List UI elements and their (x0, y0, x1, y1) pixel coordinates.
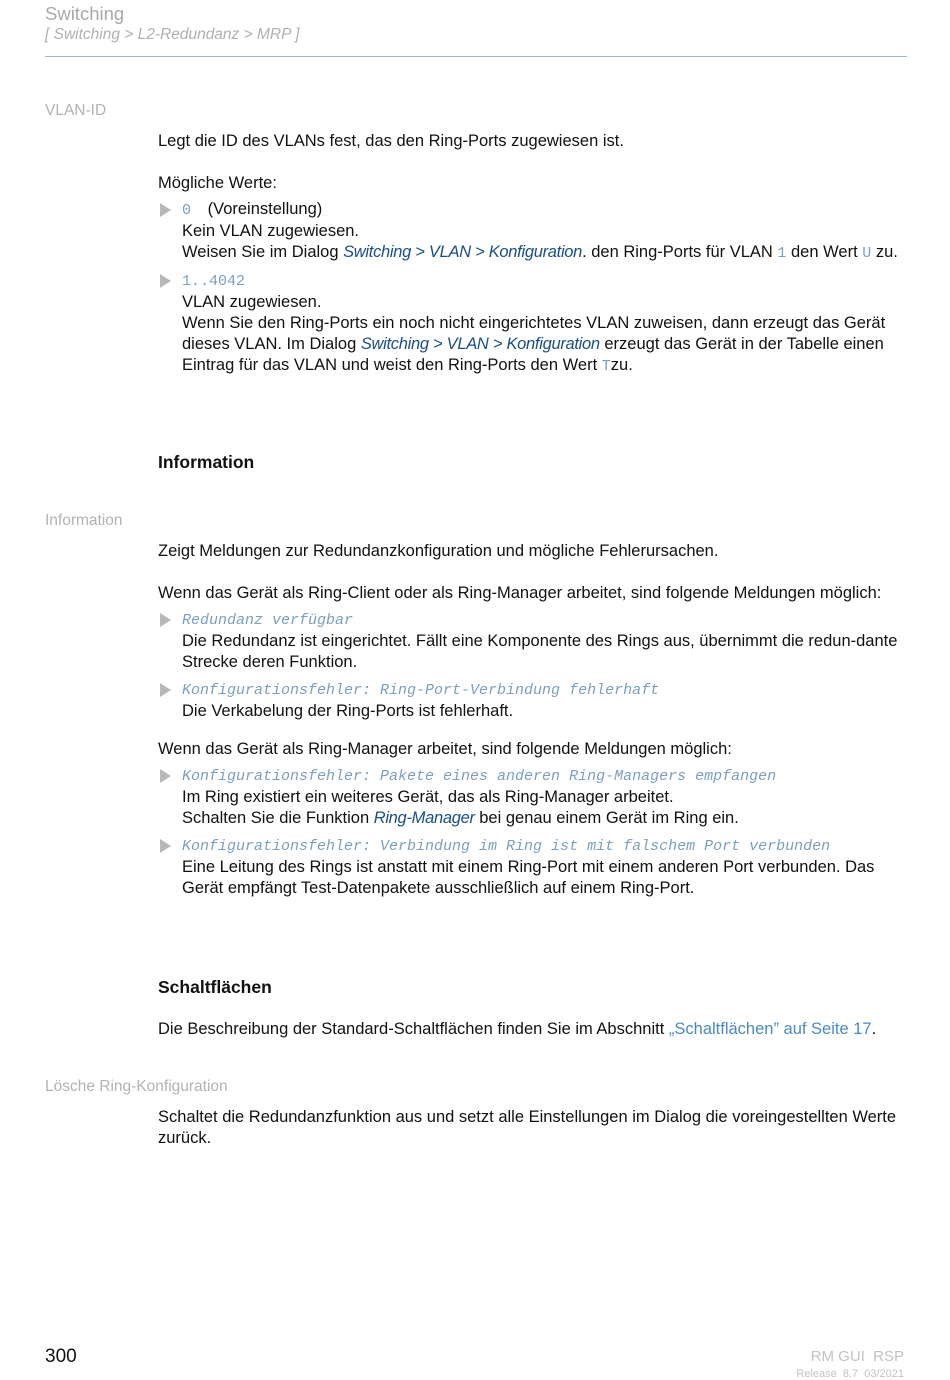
message-hint: Schalten Sie die Funktion Ring-Manager bei genau einem Gerät im Ring ein. (182, 809, 739, 827)
list-item (158, 199, 910, 264)
message-code: Konfigurationsfehler: Verbindung im Ring ist mit falschem Port verbunden (182, 838, 831, 855)
bullet-triangle-icon (160, 683, 171, 697)
client-messages-list (158, 609, 910, 722)
message-text: Die Redundanz ist eingerichtet. Fällt eine Komponente des Rings aus, übernimmt die redun-dante Strecke deren Funktion. (182, 632, 898, 671)
manager-messages-list (158, 765, 910, 899)
footer-product: RM GUI RSP (810, 1348, 904, 1365)
vlan-values-list (158, 199, 910, 377)
bullet-triangle-icon (160, 274, 171, 288)
information-intro-client: Wenn das Gerät als Ring-Client oder als Ring-Manager arbeitet, sind folgende Meldungen möglich: (158, 584, 882, 602)
message-code: Konfigurationsfehler: Pakete eines anderen Ring-Managers empfangen (182, 768, 777, 785)
message-text: Eine Leitung des Rings ist anstatt mit einem Ring-Port mit einem anderen Port verbunden. Das Gerät empfängt Test-Datenpakete ausschließlich auf einem Ring-Port. (182, 858, 875, 897)
value-hint: Weisen Sie im Dialog Switching > VLAN > Konfiguration. den Ring-Ports für VLAN 1 den Wert U zu. (182, 243, 898, 262)
ui-reference: Ring-Manager (373, 809, 475, 827)
bullet-triangle-icon (160, 769, 171, 783)
information-heading: Information (158, 452, 255, 472)
value-text: Kein VLAN zugewiesen. (182, 222, 360, 240)
list-item (158, 270, 910, 377)
list-item (158, 765, 910, 829)
buttons-description: Die Beschreibung der Standard-Schaltflächen finden Sie im Abschnitt „Schaltflächen” auf Seite 17. (158, 1020, 877, 1038)
header-divider (45, 56, 907, 57)
information-intro-manager: Wenn das Gerät als Ring-Manager arbeitet, sind folgende Meldungen möglich: (158, 740, 732, 758)
section-link[interactable]: „Schaltflächen” auf Seite 17 (668, 1020, 872, 1038)
possible-values-label: Mögliche Werte: (158, 174, 277, 192)
footer-release: Release 8.7 03/2021 (796, 1368, 904, 1380)
list-item (158, 679, 910, 722)
list-item (158, 835, 910, 899)
value-hint: Wenn Sie den Ring-Ports ein noch nicht eingerichtetes VLAN zuweisen, dann erzeugt das Gerät dieses VLAN. Im Dialog Switching > VLAN > Konfiguration erzeugt das Gerät in der Tabelle einen Eintrag für das VLAN und weist den Ring-Ports den Wert Tzu. (182, 314, 886, 375)
information-description: Zeigt Meldungen zur Redundanzkonfiguration und mögliche Fehlerursachen. (158, 542, 719, 560)
value-text: VLAN zugewiesen. (182, 293, 322, 311)
value-code: 1..4042 (182, 273, 246, 290)
information-side-label: Information (45, 512, 123, 529)
ui-reference: Switching > VLAN > Konfiguration (343, 243, 583, 261)
page-header-title: Switching (45, 3, 125, 24)
breadcrumb: [ Switching > L2-Redundanz > MRP ] (45, 26, 300, 43)
message-text: Die Verkabelung der Ring-Ports ist fehlerhaft. (182, 702, 514, 720)
message-code: Redundanz verfügbar (182, 612, 354, 629)
page-number: 300 (45, 1346, 77, 1367)
value-code: 0 (182, 202, 192, 219)
reset-ring-config-description: Schaltet die Redundanzfunktion aus und setzt alle Einstellungen im Dialog die voreingestellten Werte zurück. (158, 1108, 897, 1147)
value-note: (Voreinstellung) (207, 200, 323, 218)
ui-reference: Switching > VLAN > Konfiguration (360, 335, 600, 353)
buttons-heading: Schaltflächen (158, 977, 272, 997)
message-code: Konfigurationsfehler: Ring-Port-Verbindung fehlerhaft (182, 682, 660, 699)
bullet-triangle-icon (160, 203, 171, 217)
list-item (158, 609, 910, 673)
vlan-id-side-label: VLAN-ID (45, 102, 107, 119)
vlan-id-description: Legt die ID des VLANs fest, das den Ring-Ports zugewiesen ist. (158, 132, 624, 150)
reset-ring-config-label: Lösche Ring-Konfiguration (45, 1078, 228, 1095)
bullet-triangle-icon (160, 839, 171, 853)
message-text: Im Ring existiert ein weiteres Gerät, das als Ring-Manager arbeitet. (182, 788, 674, 806)
bullet-triangle-icon (160, 613, 171, 627)
